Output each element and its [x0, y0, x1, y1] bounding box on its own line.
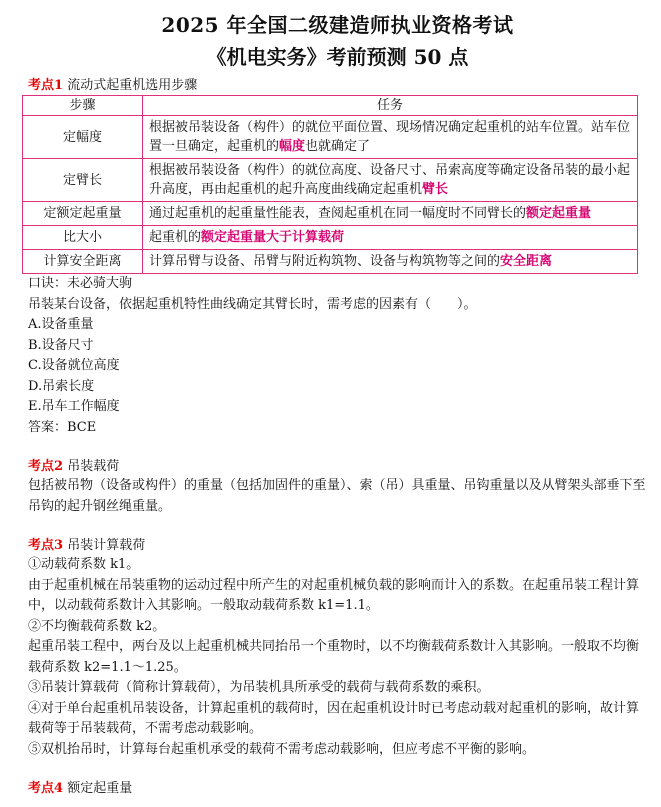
task-keyword: 额定起重量大于计算载荷: [201, 230, 345, 245]
task-text: 根据被吊装设备（构件）的就位平面位置、现场情况确定起重机的站车位置。站车位置一旦确定，起重机的: [149, 120, 631, 154]
step-cell: 定额定起重量: [23, 202, 143, 226]
s3-line: ①动载荷系数 k1。: [28, 557, 140, 572]
task-cell: [143, 116, 638, 159]
task-cell: [143, 226, 638, 250]
s3-line: ②不均衡载荷系数 k2。: [28, 618, 166, 634]
task-keyword: 安全距离: [500, 254, 553, 269]
section-number: 4: [54, 781, 64, 796]
task-text: 根据被吊装设备（构件）的就位高度、设备尺寸、吊索高度等确定设备吊装的最小起升高度，再由起重机的起升高度曲线确定起重机: [149, 163, 631, 197]
step-cell: 定臂长: [23, 159, 143, 202]
section-number: 2: [54, 459, 64, 474]
table-row: [23, 159, 638, 202]
table-row: [23, 202, 638, 226]
answer: 答案：BCE: [28, 419, 97, 435]
doc-title-line1: 2025 年全国二级建造师执业资格考试: [161, 13, 514, 37]
step-cell: 比大小: [23, 226, 143, 250]
section-2-body: 包括被吊物（设备或构件）的重量（包括加固件的重量）、索（吊）具重量、吊钩重量以及从臂架头部垂下至吊钩的起升钢丝绳重量。: [28, 478, 646, 514]
task-text: 计算吊臂与设备、吊臂与附近构筑物、设备与构筑物等之间的: [149, 254, 501, 269]
header-step: 步骤: [23, 96, 143, 116]
task-cell: [143, 159, 638, 202]
section-number: 1: [54, 78, 64, 93]
section-title: 额定起重量: [67, 781, 133, 796]
table-header-row: [23, 96, 638, 116]
task-cell: [143, 202, 638, 226]
option-a: A.设备重量: [28, 317, 94, 332]
option-d: D.吊索长度: [28, 378, 95, 394]
section-title: 吊装载荷: [67, 459, 120, 474]
kaodian-label: 考点: [28, 78, 55, 93]
task-keyword: 幅度: [279, 139, 306, 154]
kaodian-label: 考点: [28, 538, 55, 553]
s3-line: ④对于单台起重机吊装设备，计算起重机的载荷时，因在起重机设计时已考虑动载对起重机的影响，故计算载荷等于吊装载荷，不需考虑动载影响。: [28, 700, 640, 736]
step-cell: 计算安全距离: [23, 250, 143, 274]
task-text-end: 也就确定了: [305, 139, 371, 154]
section-2-heading: [28, 458, 647, 476]
section-title: 吊装计算载荷: [67, 538, 146, 553]
kaodian-label: 考点: [28, 781, 55, 796]
crane-steps-table: [22, 95, 638, 274]
task-text: 通过起重机的起重量性能表，查阅起重机在同一幅度时不同臂长的: [149, 206, 527, 221]
task-cell: [143, 250, 638, 274]
task-keyword: 臂长: [422, 182, 449, 197]
header-task: 任务: [143, 96, 638, 116]
table-row: [23, 250, 638, 274]
table-row: [23, 116, 638, 159]
section-3-heading: [28, 537, 647, 555]
option-c: C.设备就位高度: [28, 358, 120, 373]
s3-line: ③吊装计算载荷（简称计算载荷），为吊装机具所承受的载荷与载荷系数的乘积。: [28, 680, 490, 695]
s3-line: ⑤双机抬吊时，计算每台起重机承受的载荷不需考虑动载影响，但应考虑不平衡的影响。: [28, 741, 536, 757]
option-e: E.吊车工作幅度: [28, 399, 120, 414]
task-text: 起重机的: [149, 230, 202, 245]
section-1-heading: [28, 77, 647, 95]
table-row: [23, 226, 638, 250]
section-title: 流动式起重机选用步骤: [67, 78, 198, 93]
task-keyword: 额定起重量: [526, 206, 592, 221]
section-number: 3: [54, 538, 64, 553]
option-b: B.设备尺寸: [28, 337, 94, 353]
s3-line: 起重吊装工程中，两台及以上起重机械共同抬吊一个重物时，以不均衡载荷系数计入其影响。一般取不均衡载荷系数 k2=1.1～1.25。: [28, 639, 640, 675]
section-4-heading: [28, 780, 647, 798]
doc-title-line2: 《机电实务》考前预测 50 点: [206, 45, 469, 69]
s3-line: 由于起重机械在吊装重物的运动过程中所产生的对起重机械负载的影响而计入的系数。在起重吊装工程计算中，以动载荷系数计入其影响。一般取动载荷系数 k1=1.1。: [28, 577, 640, 613]
kaodian-label: 考点: [28, 459, 55, 474]
step-cell: 定幅度: [23, 116, 143, 159]
mnemonic: 口诀：未必骑大驹: [28, 276, 133, 291]
question-text: 吊装某台设备，依据起重机特性曲线确定其臂长时，需考虑的因素有（ ）。: [28, 296, 477, 312]
